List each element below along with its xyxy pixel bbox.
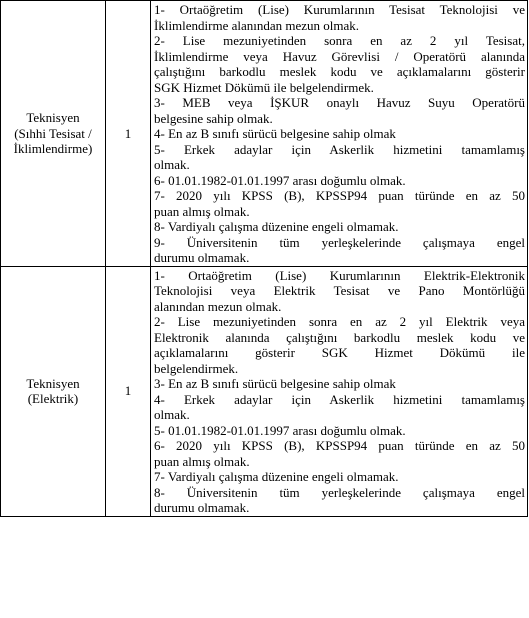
requirement-text-line: 6- 01.01.1982-01.01.1997 arası doğumlu olmak.: [154, 172, 406, 188]
requirement-text-line: puan almış olmak.: [154, 453, 250, 469]
requirement-item: [154, 219, 525, 235]
requirement-text-line: puan almış olmak.: [154, 203, 250, 219]
requirement-text-line: 1- Ortaöğretim (Lise) Kurumlarının Tesisat Teknolojisi ve: [154, 2, 525, 17]
requirement-text-line: alanından mezun olmak.: [154, 298, 282, 314]
requirement-item: [154, 142, 525, 173]
requirement-text-line: İklimlendirme veya Havuz Görevlisi / Operatörü alanında: [154, 48, 525, 64]
requirement-item: [154, 423, 525, 439]
requirements-cell: [151, 1, 528, 267]
requirement-item: [154, 392, 525, 423]
requirement-text-line: 9- Üniversitenin tüm yerleşkelerinde çalışmaya engel: [154, 234, 525, 250]
position-title-line: Teknisyen: [26, 110, 80, 125]
requirement-item: [154, 438, 525, 469]
requirement-text-line: 8- Üniversitenin tüm yerleşkelerinde çalışmaya engel: [154, 484, 525, 500]
requirement-text-line: belgelendirmek.: [154, 360, 239, 376]
requirement-text-line: olmak.: [154, 407, 190, 422]
requirement-text-line: 4- Erkek adaylar için Askerlik hizmetini tamamlamış: [154, 391, 525, 407]
requirement-item: [154, 126, 525, 142]
table-row: [1, 266, 528, 516]
requirement-item: [154, 268, 525, 315]
requirement-text-line: olmak.: [154, 157, 190, 172]
table-body: [1, 1, 528, 517]
requirement-text-line: belgesine sahip olmak.: [154, 110, 273, 126]
requirement-text-line: 8- Vardiyalı çalışma düzenine engeli olmamak.: [154, 219, 399, 234]
requirement-text-line: 5- 01.01.1982-01.01.1997 arası doğumlu olmak.: [154, 422, 406, 438]
requirement-text-line: Elektronik alanında çalıştığını barkodlu meslek kodu ve: [154, 329, 525, 345]
requirement-text-line: 7- Vardiyalı çalışma düzenine engeli olmamak.: [154, 469, 399, 484]
position-cell: [1, 1, 106, 267]
requirements-cell: [151, 266, 528, 516]
requirement-text-line: 2- Lise mezuniyetinden sonra en az 2 yıl Tesisat,: [154, 33, 525, 48]
requirement-item: [154, 33, 525, 95]
requirement-item: [154, 314, 525, 376]
requirement-text-line: Teknolojisi veya Elektrik Tesisat ve Pano Montörlüğü: [154, 283, 525, 298]
position-title-line: İklimlendirme): [13, 141, 93, 156]
requirement-item: [154, 173, 525, 189]
requirement-item: [154, 188, 525, 219]
position-count: 1: [106, 1, 151, 267]
position-title-line: Teknisyen: [26, 375, 80, 391]
requirement-text-line: 1- Ortaöğretim (Lise) Kurumlarının Elektrik-Elektronik: [154, 267, 525, 283]
requirement-text-line: 3- MEB veya İŞKUR onaylı Havuz Suyu Operatörü: [154, 95, 525, 110]
position-title-line: (Elektrik): [27, 391, 79, 406]
position-cell: [1, 266, 106, 516]
requirement-item: [154, 485, 525, 516]
requirement-item: [154, 2, 525, 33]
requirement-item: [154, 235, 525, 266]
requirement-text-line: 4- En az B sınıfı sürücü belgesine sahip olmak: [154, 126, 396, 141]
position-count: 1: [106, 266, 151, 516]
requirement-item: [154, 95, 525, 126]
requirement-text-line: İklimlendirme alanından mezun olmak.: [154, 17, 360, 33]
requirement-text-line: 5- Erkek adaylar için Askerlik hizmetini tamamlamış: [154, 141, 525, 157]
table-row: [1, 1, 528, 267]
requirement-text-line: çalıştığını barkodlu meslek kodu ve açıklamalarını gösterir: [154, 64, 525, 79]
position-title-line: (Sıhhi Tesisat /: [14, 125, 92, 141]
requirement-text-line: durumu olmamak.: [154, 250, 250, 265]
requirement-item: [154, 469, 525, 485]
requirement-text-line: SGK Hizmet Dökümü ile belgelendirmek.: [154, 79, 374, 95]
requirement-text-line: 7- 2020 yılı KPSS (B), KPSSP94 puan türünde en az 50: [154, 188, 525, 203]
requirement-text-line: 6- 2020 yılı KPSS (B), KPSSP94 puan türünde en az 50: [154, 438, 525, 453]
requirement-text-line: açıklamalarını gösterir SGK Hizmet Dökümü ile: [154, 345, 525, 360]
requirement-text-line: 3- En az B sınıfı sürücü belgesine sahip olmak: [154, 376, 396, 391]
requirement-item: [154, 376, 525, 392]
requirement-text-line: durumu olmamak.: [154, 500, 250, 515]
requirement-text-line: 2- Lise mezuniyetinden sonra en az 2 yıl Elektrik veya: [154, 314, 525, 329]
